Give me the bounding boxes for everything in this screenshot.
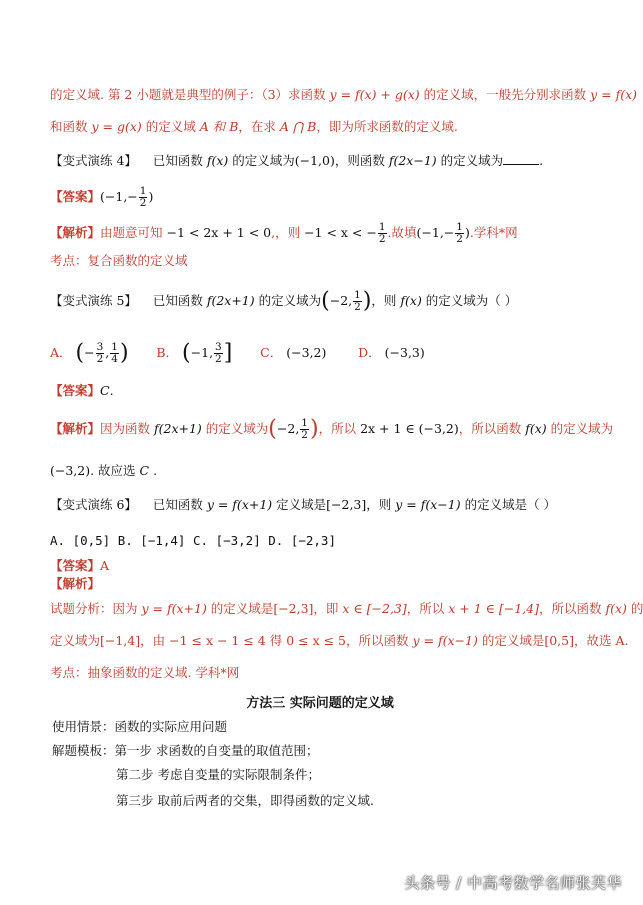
ex6-solution-label: 【解析】	[50, 576, 101, 591]
intro-line-1: 的定义域. 第 2 小题就是典型的例子：（3）求函数 y = f(x) + g(x) 的定义域，一般先分别求函数 y = f(x)	[50, 87, 638, 102]
ex5-question: 【变式演练 5】 已知函数 f(2x+1) 的定义域为(−2, $\frac{1}{2}$ )，则 f(x) 的定义域为（ ）	[50, 288, 518, 314]
ex5-options: A． (− $\frac{3}{2}$ , $\frac{1}{4}$ ) B． (−1, $\frac{3}{2}$ ] C． (−3,2) D． (−3,3)	[50, 340, 425, 366]
ex4-keypoint: 考点：复合函数的定义域	[50, 253, 188, 268]
ex6-solution-1: 试题分析：因为 y = f(x+1) 的定义域是[−2,3]，即 x ∈ [−2,3]，所以 x + 1 ∈ [−1,4]，所以函数 f(x) 的	[50, 601, 643, 616]
method3-step2: 第二步 考虑自变量的实际限制条件；	[116, 767, 320, 782]
ex6-options: A. [0,5] B. [−1,4] C. [−3,2] D. [−2,3]	[50, 533, 336, 548]
ex5-solution-1: 【解析】因为函数 f(2x+1) 的定义域为(−2, $\frac{1}{2}$ )，所以 2x + 1 ∈ (−3,2)，所以函数 f(x) 的定义域为	[50, 416, 614, 442]
method3-scene: 使用情景：函数的实际应用问题	[52, 719, 228, 734]
method3-step3: 第三步 取前后两者的交集，即得函数的定义域.	[116, 793, 374, 808]
ex6-answer: 【答案】A	[50, 558, 110, 573]
ex5-solution-2: (−3,2). 故应选 C .	[50, 463, 158, 478]
method3-step1: 解题模板：第一步 求函数的自变量的取值范围；	[52, 743, 319, 758]
intro-line-2: 和函数 y = g(x) 的定义域 A 和 B，在求 A ⋂ B，即为所求函数的定义域.	[50, 119, 458, 134]
ex6-keypoint: 考点：抽象函数的定义域. 学科*网	[50, 665, 240, 680]
ex5-answer: 【答案】C.	[50, 383, 114, 398]
method3-title: 方法三 实际问题的定义域	[246, 696, 394, 711]
watermark: 头条号 / 中高考数学名师张芙华	[404, 874, 622, 892]
ex4-answer: 【答案】(−1,− $\frac{1}{2}$ )	[50, 185, 154, 209]
ex6-solution-2: 定义域为[−1,4]，由 −1 ≤ x − 1 ≤ 4 得 0 ≤ x ≤ 5，所以函数 y = f(x−1) 的定义域是[0,5]，故选 A.	[50, 633, 629, 648]
ex6-question: 【变式演练 6】 已知函数 y = f(x+1) 定义域是[−2,3]，则 y = f(x−1) 的定义域是（ ）	[50, 497, 557, 512]
answer-blank	[503, 152, 539, 165]
ex4-question: 【变式演练 4】 已知函数 f(x) 的定义域为(−1,0)，则函数 f(2x−1) 的定义域为 .	[50, 153, 544, 168]
ex4-solution: 【解析】由题意可知 −1 < 2x + 1 < 0,，则 −1 < x < − $\frac{1}{2}$ .故填(−1,− $\frac{1}{2}$ ).学科*网	[50, 221, 518, 245]
